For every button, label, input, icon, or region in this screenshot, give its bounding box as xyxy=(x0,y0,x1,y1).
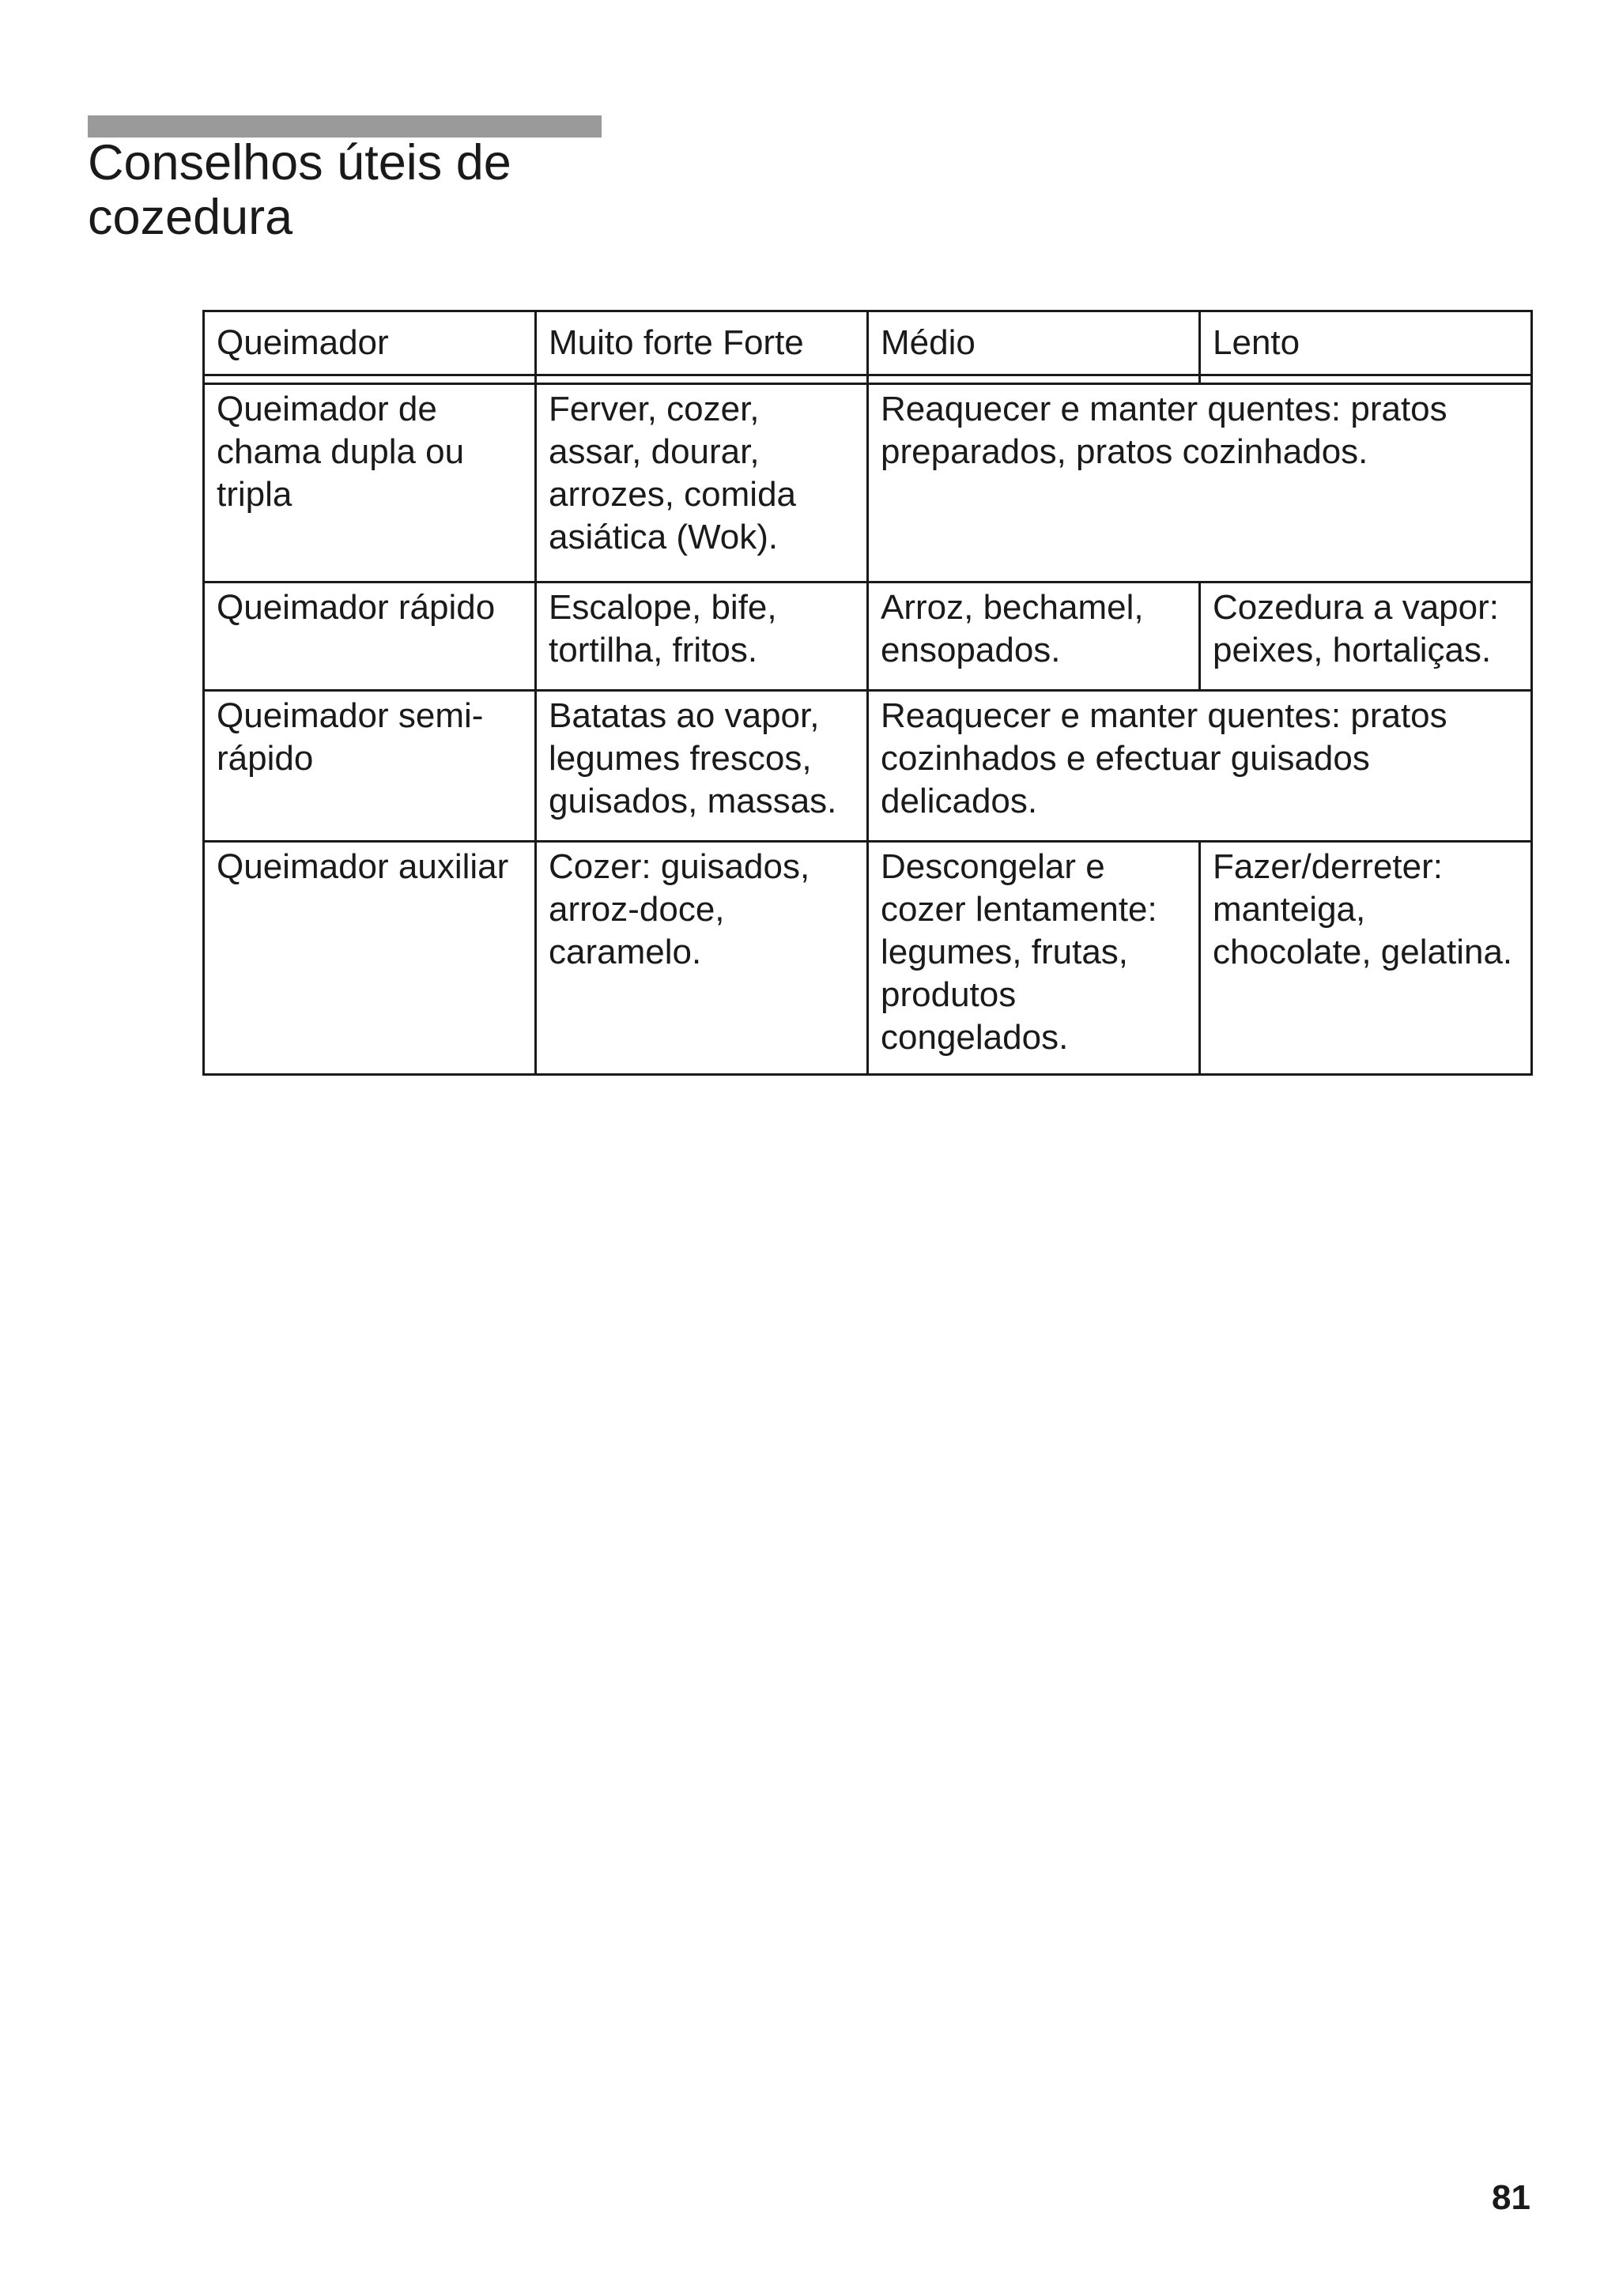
table-row xyxy=(204,384,1532,582)
table-row xyxy=(204,691,1532,842)
cell-low: Cozedura a vapor: peixes, hortaliças. xyxy=(1200,582,1532,691)
cell-burner: Queimador auxiliar xyxy=(204,842,536,1075)
table-row xyxy=(204,582,1532,691)
cell-very-strong: Cozer: guisados, arroz-doce, caramelo. xyxy=(536,842,868,1075)
section-title: Conselhos úteis de cozedura xyxy=(88,135,511,245)
cell-medium-low: Reaquecer e manter quentes: pratos cozinhados e efectuar guisados delicados. xyxy=(868,691,1532,842)
section-title-bar xyxy=(88,115,602,138)
cell-burner: Queimador semi-rápido xyxy=(204,691,536,842)
cell-medium: Arroz, bechamel, ensopados. xyxy=(868,582,1200,691)
header-low: Lento xyxy=(1200,311,1532,375)
table-header-row xyxy=(204,311,1532,375)
header-very-strong: Muito forte Forte xyxy=(536,311,868,375)
cell-burner: Queimador rápido xyxy=(204,582,536,691)
cell-very-strong: Escalope, bife, tortilha, fritos. xyxy=(536,582,868,691)
page-number: 81 xyxy=(1492,2178,1530,2217)
cell-very-strong: Batatas ao vapor, legumes frescos, guisados, massas. xyxy=(536,691,868,842)
header-medium: Médio xyxy=(868,311,1200,375)
cell-very-strong: Ferver, cozer, assar, dourar, arrozes, comida asiática (Wok). xyxy=(536,384,868,582)
cell-low: Fazer/derreter: manteiga, chocolate, gelatina. xyxy=(1200,842,1532,1075)
header-separator xyxy=(204,375,1532,384)
cooking-tips-table xyxy=(202,310,1533,1076)
cell-medium-low: Reaquecer e manter quentes: pratos preparados, pratos cozinhados. xyxy=(868,384,1532,582)
table-row xyxy=(204,842,1532,1075)
header-burner: Queimador xyxy=(204,311,536,375)
cell-medium: Descongelar e cozer lentamente: legumes, frutas, produtos congelados. xyxy=(868,842,1200,1075)
cell-burner: Queimador de chama dupla ou tripla xyxy=(204,384,536,582)
